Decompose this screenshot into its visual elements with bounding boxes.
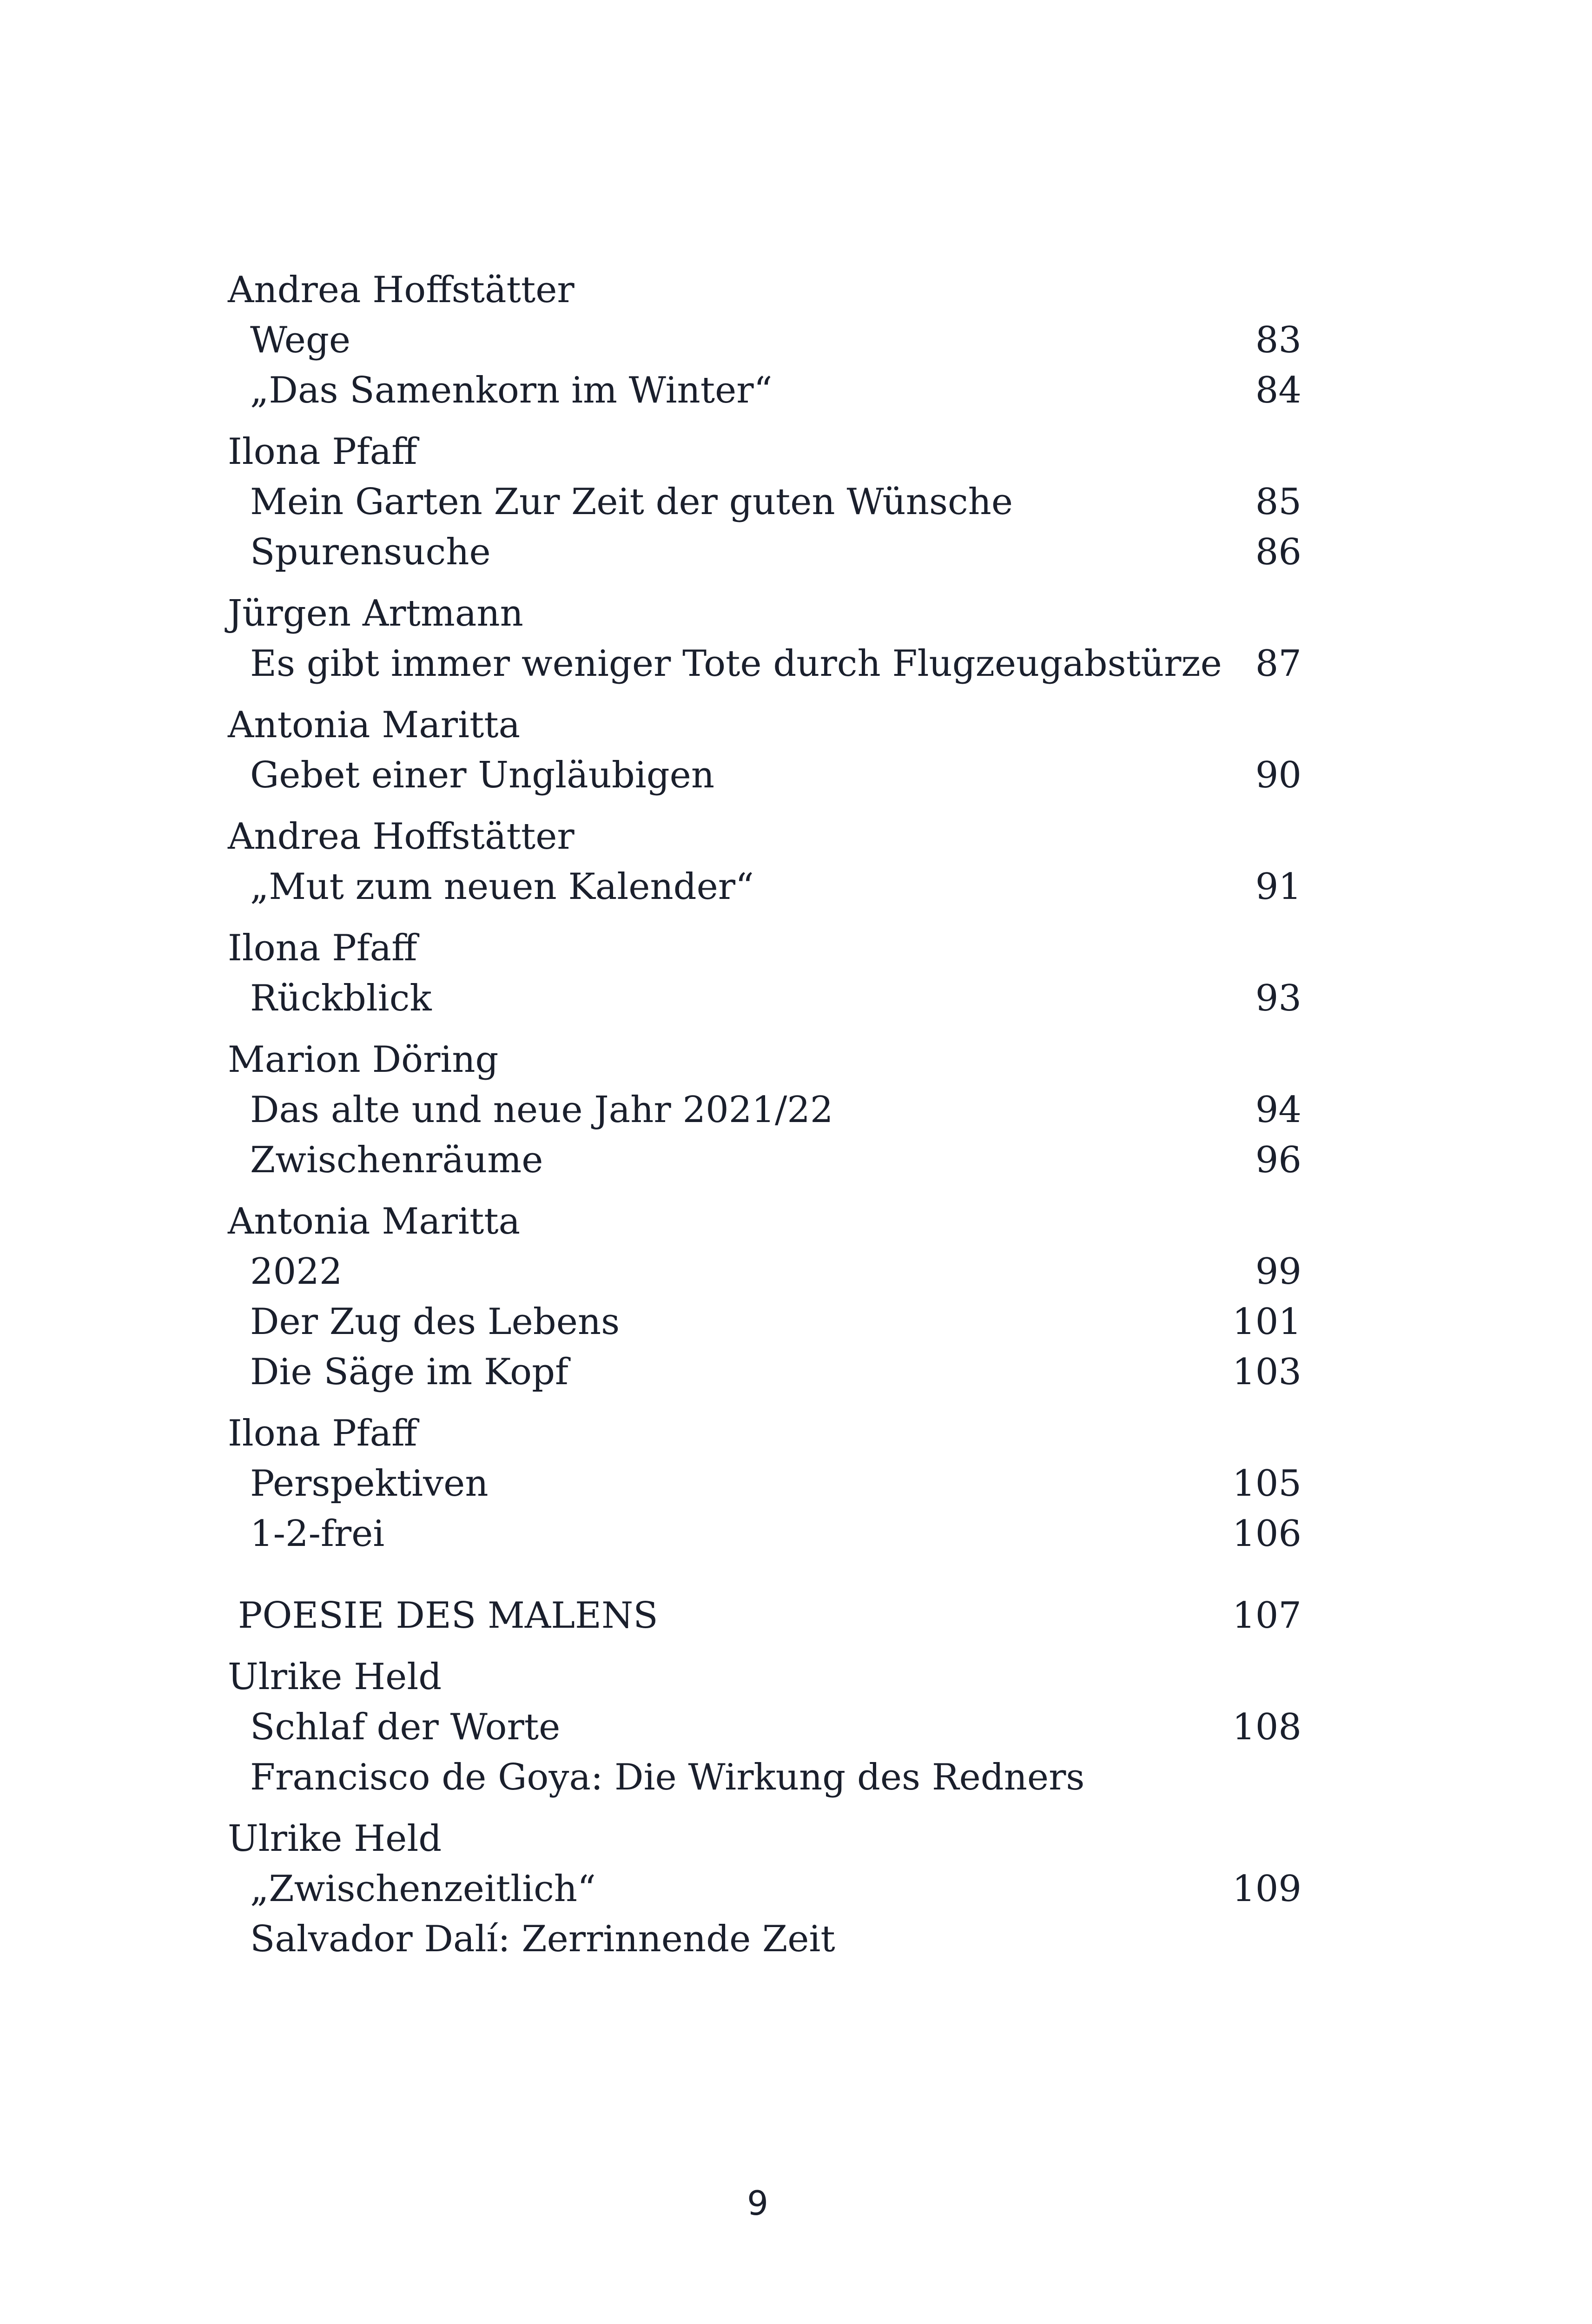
author-name: Jürgen Artmann [228,593,523,634]
toc-entry[interactable] [228,639,1301,689]
entry-title: Salvador Dalí: Zerrinnende Zeit [250,1918,835,1960]
toc-entry[interactable] [228,1864,1301,1914]
author-name: Ulrike Held [228,1656,442,1698]
entry-page-number: 96 [1255,1139,1301,1181]
entry-page-number: 105 [1232,1463,1301,1505]
toc-entry-subtitle [228,1914,1301,1964]
entry-title: Rückblick [250,977,432,1019]
author-name: Andrea Hoffstätter [228,269,575,311]
entry-page-number: 109 [1232,1868,1301,1910]
entry-title: 2022 [250,1251,343,1293]
toc-entry[interactable] [228,1459,1301,1509]
toc-entry[interactable] [228,1135,1301,1185]
entry-page-number: 99 [1255,1251,1301,1293]
entry-page-number: 90 [1255,754,1301,796]
entry-title: Perspektiven [250,1463,489,1505]
page-number: 9 [747,2184,768,2223]
toc-entry[interactable] [228,973,1301,1023]
author-name: Andrea Hoffstätter [228,816,575,858]
entry-title: Spurensuche [250,531,491,573]
author-name: Marion Döring [228,1039,499,1081]
entry-page-number: 106 [1232,1513,1301,1555]
toc-author [228,1652,1301,1702]
toc-entry[interactable] [228,1509,1301,1559]
entry-title: Der Zug des Lebens [250,1301,620,1343]
toc-author [228,1814,1301,1864]
toc-entry[interactable] [228,477,1301,527]
toc-entry[interactable] [228,1347,1301,1397]
entry-title: Zwischenräume [250,1139,543,1181]
entry-page-number: 85 [1255,481,1301,523]
author-name: Antonia Maritta [228,1201,521,1242]
toc-author [228,812,1301,862]
entry-page-number: 101 [1232,1301,1301,1343]
entry-page-number: 93 [1255,977,1301,1019]
entry-page-number: 94 [1255,1089,1301,1131]
entry-title: „Das Samenkorn im Winter“ [250,370,773,411]
toc-author [228,427,1301,477]
entry-title: Es gibt immer weniger Tote durch Flugzeugabstürze [250,643,1222,685]
toc-section-heading[interactable] [228,1591,1301,1641]
section-title: POESIE DES MALENS [238,1595,658,1637]
entry-title: „Zwischenzeitlich“ [250,1868,596,1910]
toc-entry[interactable] [228,1085,1301,1135]
toc-entry[interactable] [228,1702,1301,1752]
author-name: Ilona Pfaff [228,927,417,969]
entry-page-number: 87 [1255,643,1301,685]
entry-title: Die Säge im Kopf [250,1351,568,1393]
toc-entry[interactable] [228,1247,1301,1297]
toc-author [228,923,1301,973]
table-of-contents [228,265,1301,1964]
author-name: Ulrike Held [228,1818,442,1860]
toc-entry[interactable] [228,862,1301,912]
toc-entry[interactable] [228,365,1301,416]
toc-entry[interactable] [228,527,1301,577]
toc-author [228,1408,1301,1459]
entry-title: Gebet einer Ungläubigen [250,754,715,796]
toc-entry[interactable] [228,750,1301,800]
toc-author [228,1196,1301,1247]
entry-page-number: 84 [1255,370,1301,411]
entry-title: Francisco de Goya: Die Wirkung des Redners [250,1756,1085,1798]
entry-title: Wege [250,319,351,361]
toc-author [228,700,1301,750]
entry-title: „Mut zum neuen Kalender“ [250,866,754,908]
toc-author [228,265,1301,315]
entry-page-number: 108 [1232,1706,1301,1748]
toc-author [228,1035,1301,1085]
author-name: Antonia Maritta [228,704,521,746]
entry-title: 1-2-frei [250,1513,385,1555]
toc-entry[interactable] [228,1297,1301,1347]
entry-page-number: 91 [1255,866,1301,908]
section-page-number: 107 [1232,1595,1301,1637]
entry-title: Schlaf der Worte [250,1706,561,1748]
entry-page-number: 103 [1232,1351,1301,1393]
entry-page-number: 86 [1255,531,1301,573]
entry-title: Mein Garten Zur Zeit der guten Wünsche [250,481,1013,523]
entry-page-number: 83 [1255,319,1301,361]
entry-title: Das alte und neue Jahr 2021/22 [250,1089,833,1131]
author-name: Ilona Pfaff [228,431,417,473]
toc-entry[interactable] [228,315,1301,365]
toc-entry-subtitle [228,1752,1301,1802]
author-name: Ilona Pfaff [228,1413,417,1454]
toc-author [228,588,1301,639]
